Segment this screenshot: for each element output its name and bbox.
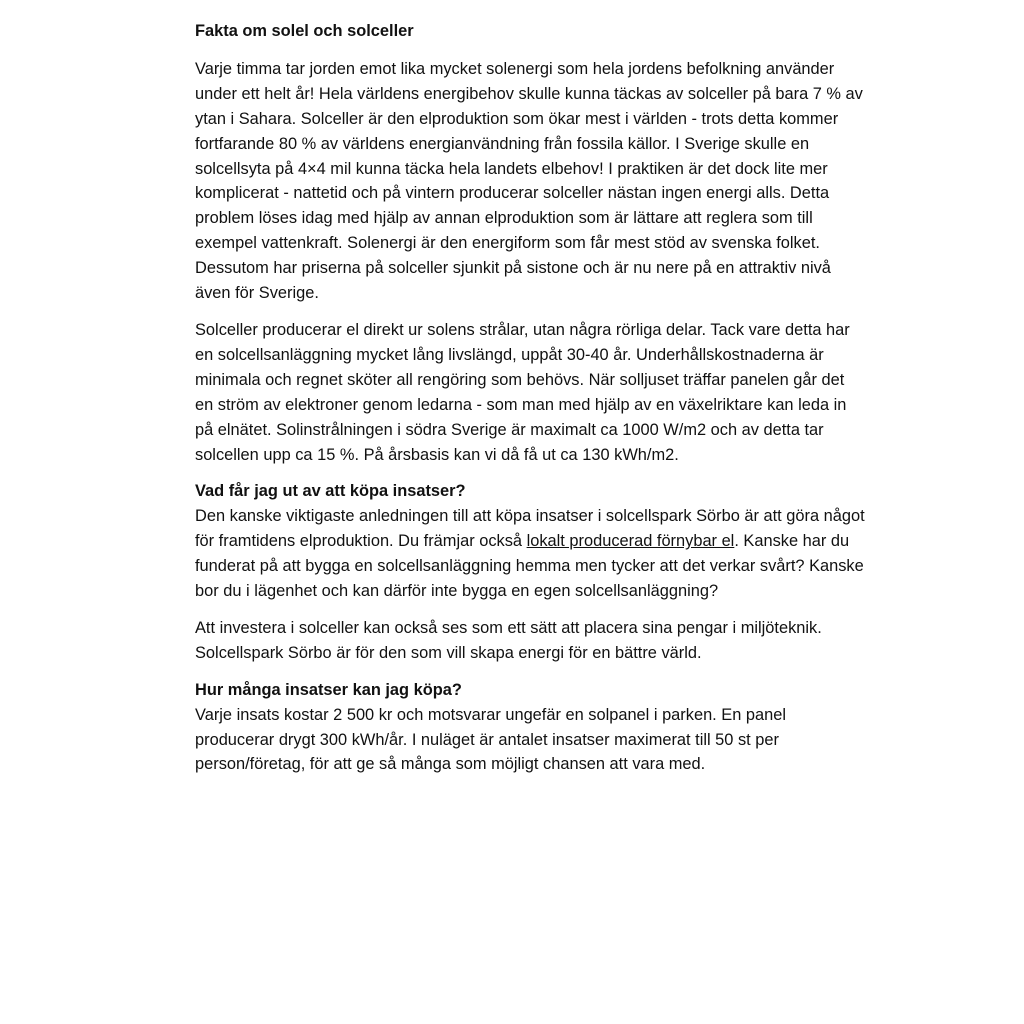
heading-hur-manga: Hur många insatser kan jag köpa? bbox=[195, 680, 462, 699]
text-line: solcellsyta på 4×4 mil kunna täcka hela landets elbehov! I praktiken är det dock lite mer bbox=[195, 159, 828, 178]
document-content bbox=[195, 19, 915, 777]
paragraph-fakta-1 bbox=[195, 57, 915, 306]
text-line: på elnätet. Solinstrålningen i södra Sverige är maximalt ca 1000 W/m2 och av detta tar bbox=[195, 420, 824, 439]
text-line: Varje timma tar jorden emot lika mycket solenergi som hela jordens befolkning använder bbox=[195, 59, 835, 78]
text-line: en ström av elektroner genom ledarna - som man med hjälp av en växelriktare kan leda in bbox=[195, 395, 847, 414]
text-line: under ett helt år! Hela världens energibehov skulle kunna täckas av solceller på bara 7 % av bbox=[195, 84, 863, 103]
text-line: komplicerat - nattetid och på vintern producerar solceller nästan ingen energi alls. Detta bbox=[195, 184, 830, 203]
text-line: minimala och regnet sköter all rengöring som behövs. När solljuset träffar panelen går det bbox=[195, 370, 845, 389]
text-line: funderat på att bygga en solcellsanläggning hemma men tycker att det verkar svårt? Kanske bbox=[195, 557, 864, 576]
paragraph-insatser-2 bbox=[195, 616, 915, 666]
text-line: Varje insats kostar 2 500 kr och motsvarar ungefär en solpanel i parken. En panel bbox=[195, 705, 786, 724]
text-line: producerar drygt 300 kWh/år. I nuläget är antalet insatser maximerat till 50 st per bbox=[195, 730, 779, 749]
text-line: bor du i lägenhet och kan därför inte bygga en egen solcellsanläggning? bbox=[195, 582, 719, 601]
paragraph-hur-manga-1 bbox=[195, 703, 915, 778]
text-line: ytan i Sahara. Solceller är den elproduktion som ökar mest i världen - trots detta kommer bbox=[195, 109, 839, 128]
text-fragment: . Kanske har du bbox=[734, 532, 850, 551]
text-line: problem löses idag med hjälp av annan elproduktion som är lättare att reglera som till bbox=[195, 209, 813, 228]
text-line-with-link bbox=[195, 529, 915, 554]
text-line: fortfarande 80 % av världens energianvändning från fossila källor. I Sverige skulle en bbox=[195, 134, 810, 153]
text-line: en solcellsanläggning mycket lång livslängd, uppåt 30-40 år. Underhållskostnaderna är bbox=[195, 345, 824, 364]
text-line: även för Sverige. bbox=[195, 284, 319, 303]
heading-insatser: Vad får jag ut av att köpa insatser? bbox=[195, 482, 466, 501]
text-line: Solcellspark Sörbo är för den som vill skapa energi för en bättre värld. bbox=[195, 643, 702, 662]
text-line: exempel vattenkraft. Solenergi är den energiform som får mest stöd av svenska folket. bbox=[195, 234, 820, 253]
text-line: Att investera i solceller kan också ses som ett sätt att placera sina pengar i miljöteknik. bbox=[195, 618, 822, 637]
text-line: solcellen upp ca 15 %. På årsbasis kan vi då få ut ca 130 kWh/m2. bbox=[195, 445, 679, 464]
text-line: Solceller producerar el direkt ur solens strålar, utan några rörliga delar. Tack vare detta har bbox=[195, 320, 850, 339]
lokalt-producerad-link[interactable]: lokalt producerad förnybar el bbox=[526, 532, 735, 551]
text-line: person/företag, för att ge så många som möjligt chansen att vara med. bbox=[195, 755, 706, 774]
text-line: Dessutom har priserna på solceller sjunkit på sistone och är nu nere på en attraktiv nivå bbox=[195, 259, 831, 278]
paragraph-insatser-1 bbox=[195, 504, 915, 604]
text-line: Den kanske viktigaste anledningen till att köpa insatser i solcellspark Sörbo är att göra något bbox=[195, 507, 865, 526]
paragraph-fakta-2 bbox=[195, 318, 915, 467]
text-fragment: för framtidens elproduktion. Du främjar också bbox=[195, 532, 527, 551]
heading-fakta: Fakta om solel och solceller bbox=[195, 22, 414, 40]
